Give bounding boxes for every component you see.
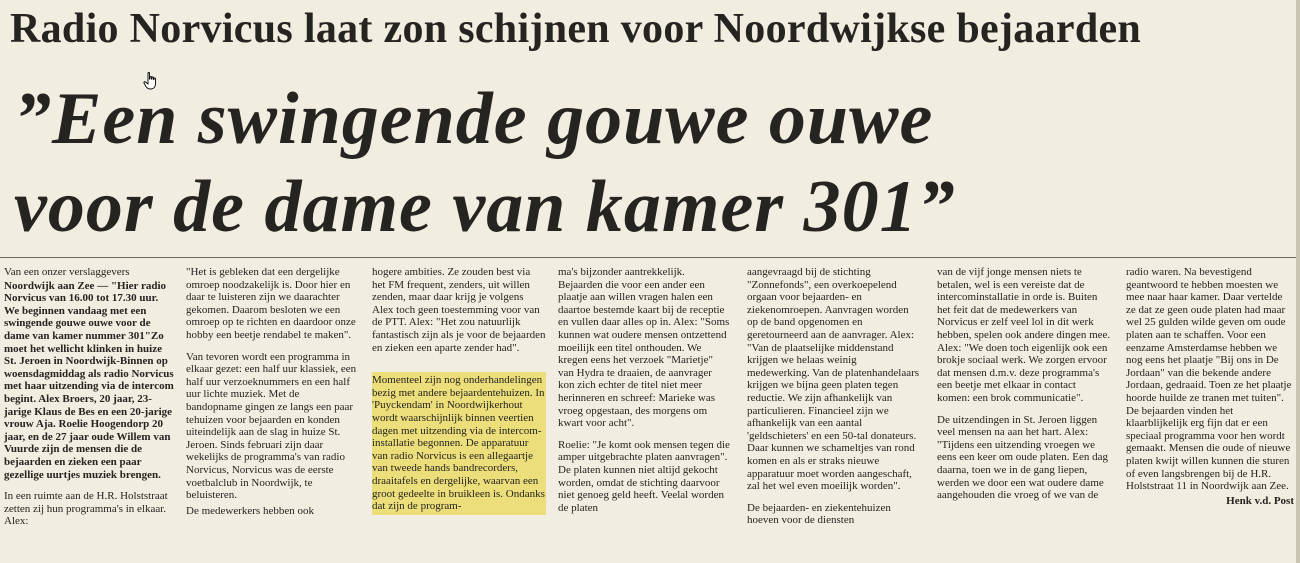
divider: [0, 257, 1300, 258]
column-7-paragraph: De bejaarden vinden het klaarblijkelijk erg fijn dat er een speciaal programma voor hen wordt gemaakt. Mensen die oude of nieuwe platen kwijt willen kunnen die sturen of even langsbrengen bij de H.R. Holststraat 11 in Noordwijk aan Zee.: [1126, 404, 1291, 493]
column-5-paragraph: aangevraagd bij de stichting "Zonnefonds", een overkoepelend orgaan voor bejaarden- en ziekenomroepen. Aanvragen worden op de band opgenomen en geretourneerd aan de aanvrager. Alex: "Van de plaatselijke middenstand krijgen we helaas weinig medewerking. Van de platenhandelaars krijgen we bijna geen platen tegen reductie. We zijn afhankelijk van particulieren. Financieel zijn we afhankelijk van een aantal 'geldschieters' en een 50-tal donateurs. Daar kunnen we schameltjes van rond komen en als er straks nieuwe apparatuur moet worden aangeschaft, zal het wel even moeilijk worden".: [747, 266, 920, 493]
column-2-paragraph: Van tevoren wordt een programma in elkaar gezet: een half uur klassiek, een half uur verzoeknummers en een half uur lichte muziek. Met de bandopname gingen ze langs een paar tehuizen voor bejaarden en konden uiteindelijk aan de slag in huize St. Jeroen. Sinds februari zijn daar wekelijks de programma's van radio Norvicus, Norvicus was de eerste voetbalclub in Noordwijk, te beluisteren.: [186, 350, 357, 502]
article-column-2: [186, 266, 358, 556]
column-1-paragraph: Van een onzer verslaggevers: [4, 266, 130, 278]
article-column-3: [372, 266, 546, 556]
scan-edge: [1296, 0, 1300, 563]
headline-line-1: ”Een swingende gouwe ouwe: [14, 78, 934, 160]
column-2-paragraph: De medewerkers hebben ook: [186, 504, 314, 517]
column-4-paragraph: Roelie: "Je komt ook mensen tegen die amper uitgebrachte platen aanvragen". De platen kunnen niet altijd gekocht worden, omdat de stichting daarvoor niet genoeg geld heeft. Veelal worden de platen: [558, 438, 730, 514]
article-column-5: [747, 266, 920, 556]
highlighted-paragraph: Momenteel zijn nog onderhandelingen bezig met andere bejaardentehuizen. In 'Puyckendam' in Noordwijkerhout wordt waarschijnlijk binnen veertien dagen met uitzending via de intercom-installatie begonnen. De apparatuur van radio Norvicus is een allegaartje van tweede hands bandrecorders, draaitafels en dergelijke, waarvan een groot gedeelte in bruikleen is. Ondanks dat zijn de program-: [372, 372, 546, 515]
column-7-paragraph: radio waren. Na bevestigend geantwoord te hebben moesten we mee naar haar kamer. Daar vertelde ze dat ze geen oude platen had maar wel 25 gulden wilde geven om oude platen aan te schaffen. Voor een eenzame Amsterdamse hebben we nog eens het plaatje "Bij ons in De Jordaan" van die bekende andere Jordaan, gedraaid. Toen ze het plaatje hoorde huilde ze tranen met tuiten".: [1126, 266, 1292, 404]
column-6-paragraph: van de vijf jonge mensen niets te betalen, wel is een vereiste dat de intercominstallatie in orde is. Buiten het feit dat de medewerkers van Norvicus er zelf veel lol in dit werk hebben, spelen ook andere dingen mee. Alex: "We doen toch eigenlijk ook een brokje sociaal werk. We zorgen ervoor dat mensen d.m.v. deze programma's een beetje met elkaar in contact komen: een brok communicatie".: [937, 266, 1111, 404]
column-6-paragraph: De uitzendingen in St. Jeroen liggen veel mensen na aan het hart. Alex: "Tijdens een uitzending vroegen we eens een keer om oude platen. Een dag daarna, toen we in de gang liepen, werden we door een wat oudere dame aangehouden die vroeg of we van de: [937, 413, 1109, 502]
author-byline: Henk v.d. Post: [1226, 494, 1294, 507]
lead-paragraph: Noordwijk aan Zee — "Hier radio Norvicus van 16.00 tot 17.30 uur. We beginnen vandaag met een swingende gouwe ouwe voor de dame van kamer nummer 301"Zo moet het wellicht klinken in huize St. Jeroen in Noordwijk-Binnen op woensdagmiddag als radio Norvicus met haar uitzending via de intercom begint. Alex Broers, 20 jaar, 23-jarige Klaus de Bes en een 20-jarige vrouw Aja. Roelie Hoogendorp 20 jaar, en de 27 jaar oude Willem van Vuurde zijn de mensen die de bejaarden en zieken een paar gezellige uurtjes muziek brengen.: [4, 279, 174, 481]
article-column-7: [1126, 266, 1294, 556]
column-1-paragraph: In een ruimte aan de H.R. Holststraat zetten zij hun programma's in elkaar. Alex:: [4, 490, 168, 528]
subheadline: Radio Norvicus laat zon schijnen voor Noordwijkse bejaarden: [10, 6, 1142, 52]
article-column-1: [4, 266, 174, 556]
column-5-paragraph: De bejaarden- en ziekentehuizen hoeven voor de diensten: [747, 501, 891, 527]
column-2-paragraph: "Het is gebleken dat een dergelijke omroep noodzakelijk is. Door hier en daar te luisteren zijn we daarachter gekomen. Daarom besloten we een omroep op te richten en daardoor onze hobby een beetje rendabel te maken".: [186, 266, 356, 341]
column-4-paragraph: ma's bijzonder aantrekkelijk. Bejaarden die voor een ander een plaatje aan willen vragen halen een daartoe bestemde kaart bij de receptie en vullen daar alles op in. Alex: "Soms kunnen wat oudere mensen ontzettend moeilijk een titel onthouden. We kregen eens het verzoek "Marietje" van Hydra te draaien, de aanvrager kon zich echter de titel niet meer herinneren en schreef: Marieke was vroeg opgestaan, des morgens om kwart voor acht".: [558, 266, 730, 430]
headline-line-2: voor de dame van kamer 301”: [14, 166, 956, 248]
column-3-paragraph: hogere ambities. Ze zouden best via het FM frequent, zenders, uit willen zenden, maar daar krijg je volgens Alex toch geen toestemming voor van de PTT. Alex: "Het zou natuurlijk fantastisch zijn als je voor de bejaarden en zieken een aparte zender had".: [372, 266, 546, 354]
article-column-4: [558, 266, 731, 556]
article-column-6: [937, 266, 1111, 556]
